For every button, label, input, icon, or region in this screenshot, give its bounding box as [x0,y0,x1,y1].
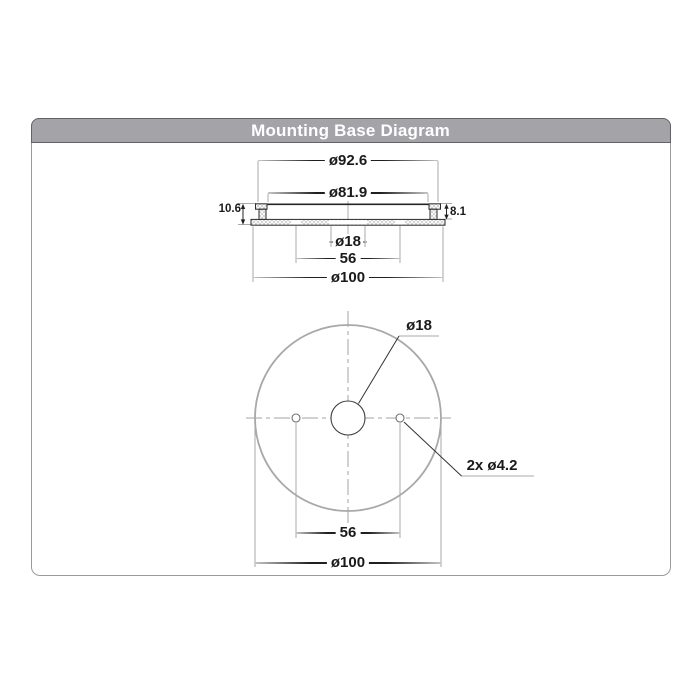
dim-wall-height [444,204,448,220]
dim-outer-lip-diameter: ø92.6 [325,153,371,169]
screw-hole-right [396,414,404,422]
dim-hole-spacing-side: 56 [336,251,361,267]
diagram-header [31,118,671,143]
top-view [246,311,534,567]
center-hole-leader [359,336,400,404]
screw-hole-leader [404,422,462,476]
page-title: Mounting Base Diagram [251,121,450,140]
left-lip-section [256,204,268,209]
leader-lines [359,336,462,476]
dim-center-hole-side: ø18 [335,233,361,250]
dim-body-diameter: ø81.9 [325,185,371,201]
dim-total-height-label: 10.6 [218,203,241,215]
screw-hole-left [292,414,300,422]
left-wall-section [259,209,266,219]
right-lip-section [429,204,441,209]
center-hole-circle [331,401,365,435]
dim-screw-holes: 2x ø4.2 [466,457,518,474]
right-wall-section [430,209,437,219]
dim-wall-height-label: 8.1 [450,206,466,218]
dim-center-hole-top: ø18 [406,317,432,334]
dim-total-height [241,204,245,225]
dim-base-diameter-side: ø100 [327,270,369,286]
dim-base-diameter-top: ø100 [327,555,369,571]
dim-hole-spacing-top: 56 [336,525,361,541]
